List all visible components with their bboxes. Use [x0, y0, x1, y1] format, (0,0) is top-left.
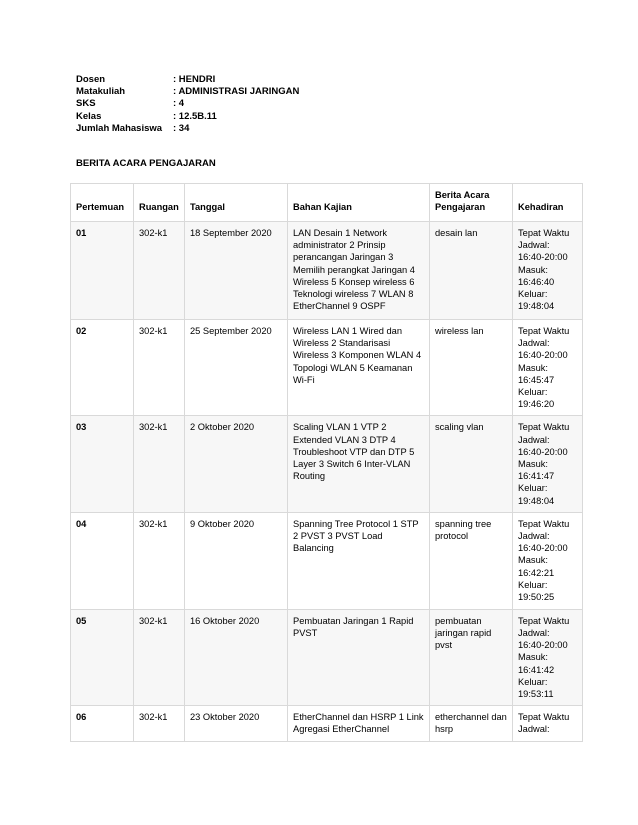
cell-berita-acara: wireless lan — [430, 320, 513, 416]
table-row — [71, 609, 583, 705]
header-kehadiran: Kehadiran — [513, 184, 583, 222]
matakuliah-value: : ADMINISTRASI JARINGAN — [173, 86, 300, 98]
page-title: BERITA ACARA PENGAJARAN — [76, 158, 216, 169]
matakuliah-label: Matakuliah — [76, 86, 126, 98]
cell-pertemuan: 02 — [71, 320, 134, 416]
cell-berita-acara: scaling vlan — [430, 416, 513, 512]
cell-pertemuan: 06 — [71, 706, 134, 741]
cell-bahan-kajian: Scaling VLAN 1 VTP 2 Extended VLAN 3 DTP 4 Troubleshoot VTP dan DTP 5 Layer 3 Switch 6 Inter-VLAN Routing — [288, 416, 430, 512]
cell-berita-acara: etherchannel dan hsrp — [430, 706, 513, 741]
table-header-row — [71, 184, 583, 222]
cell-tanggal: 18 September 2020 — [185, 222, 288, 320]
cell-ruangan: 302-k1 — [134, 706, 185, 741]
cell-ruangan: 302-k1 — [134, 609, 185, 705]
cell-bahan-kajian: Spanning Tree Protocol 1 STP 2 PVST 3 PVST Load Balancing — [288, 512, 430, 609]
info-row-matakuliah — [76, 86, 299, 98]
info-row-jumlah — [76, 123, 299, 135]
info-row-dosen — [76, 74, 299, 86]
table-row — [71, 512, 583, 609]
header-tanggal: Tanggal — [185, 184, 288, 222]
kelas-value: : 12.5B.11 — [173, 110, 217, 122]
cell-pertemuan: 03 — [71, 416, 134, 512]
cell-bahan-kajian: Wireless LAN 1 Wired dan Wireless 2 Standarisasi Wireless 3 Komponen WLAN 4 Topologi WLAN 5 Keamanan Wi-Fi — [288, 320, 430, 416]
header-bahan-kajian: Bahan Kajian — [288, 184, 430, 222]
cell-kehadiran: Tepat Waktu Jadwal: — [513, 706, 583, 741]
cell-ruangan: 302-k1 — [134, 320, 185, 416]
dosen-value: : HENDRI — [173, 74, 216, 85]
cell-kehadiran: Tepat Waktu Jadwal: 16:40-20:00 Masuk: 16:42:21 Keluar: 19:50:25 — [513, 512, 583, 609]
cell-bahan-kajian: Pembuatan Jaringan 1 Rapid PVST — [288, 609, 430, 705]
header-ruangan: Ruangan — [134, 184, 185, 222]
jumlah-value: : 34 — [173, 122, 190, 134]
cell-pertemuan: 04 — [71, 512, 134, 609]
cell-tanggal: 9 Oktober 2020 — [185, 512, 288, 609]
cell-tanggal: 2 Oktober 2020 — [185, 416, 288, 512]
berita-acara-table — [70, 183, 583, 742]
cell-pertemuan: 01 — [71, 222, 134, 320]
cell-bahan-kajian: EtherChannel dan HSRP 1 Link Agregasi EtherChannel — [288, 706, 430, 741]
jumlah-label: Jumlah Mahasiswa — [76, 122, 163, 134]
cell-kehadiran: Tepat Waktu Jadwal: 16:40-20:00 Masuk: 16:46:40 Keluar: 19:48:04 — [513, 222, 583, 320]
info-row-kelas — [76, 111, 299, 123]
cell-kehadiran: Tepat Waktu Jadwal: 16:40-20:00 Masuk: 16:45:47 Keluar: 19:46:20 — [513, 320, 583, 416]
header-pertemuan: Pertemuan — [71, 184, 134, 222]
course-info — [76, 74, 299, 135]
cell-tanggal: 23 Oktober 2020 — [185, 706, 288, 741]
cell-pertemuan: 05 — [71, 609, 134, 705]
header-berita-acara: Berita Acara Pengajaran — [430, 184, 513, 222]
cell-bahan-kajian: LAN Desain 1 Network administrator 2 Prinsip perancangan Jaringan 3 Memilih perangkat Jaringan 4 Wireless 5 Konsep wireless 6 Teknologi wireless 7 WLAN 8 EtherChannel 9 OSPF — [288, 222, 430, 320]
cell-berita-acara: spanning tree protocol — [430, 512, 513, 609]
cell-berita-acara: desain lan — [430, 222, 513, 320]
table-row — [71, 222, 583, 320]
cell-tanggal: 16 Oktober 2020 — [185, 609, 288, 705]
cell-berita-acara: pembuatan jaringan rapid pvst — [430, 609, 513, 705]
kelas-label: Kelas — [76, 110, 102, 122]
cell-tanggal: 25 September 2020 — [185, 320, 288, 416]
cell-ruangan: 302-k1 — [134, 512, 185, 609]
cell-kehadiran: Tepat Waktu Jadwal: 16:40-20:00 Masuk: 16:41:42 Keluar: 19:53:11 — [513, 609, 583, 705]
table-row — [71, 706, 583, 741]
table-row — [71, 416, 583, 512]
info-row-sks — [76, 98, 299, 110]
cell-kehadiran: Tepat Waktu Jadwal: 16:40-20:00 Masuk: 16:41:47 Keluar: 19:48:04 — [513, 416, 583, 512]
sks-value: : 4 — [173, 98, 185, 110]
table-row — [71, 320, 583, 416]
dosen-label: Dosen — [76, 74, 106, 85]
sks-label: SKS — [76, 98, 96, 110]
cell-ruangan: 302-k1 — [134, 222, 185, 320]
cell-ruangan: 302-k1 — [134, 416, 185, 512]
